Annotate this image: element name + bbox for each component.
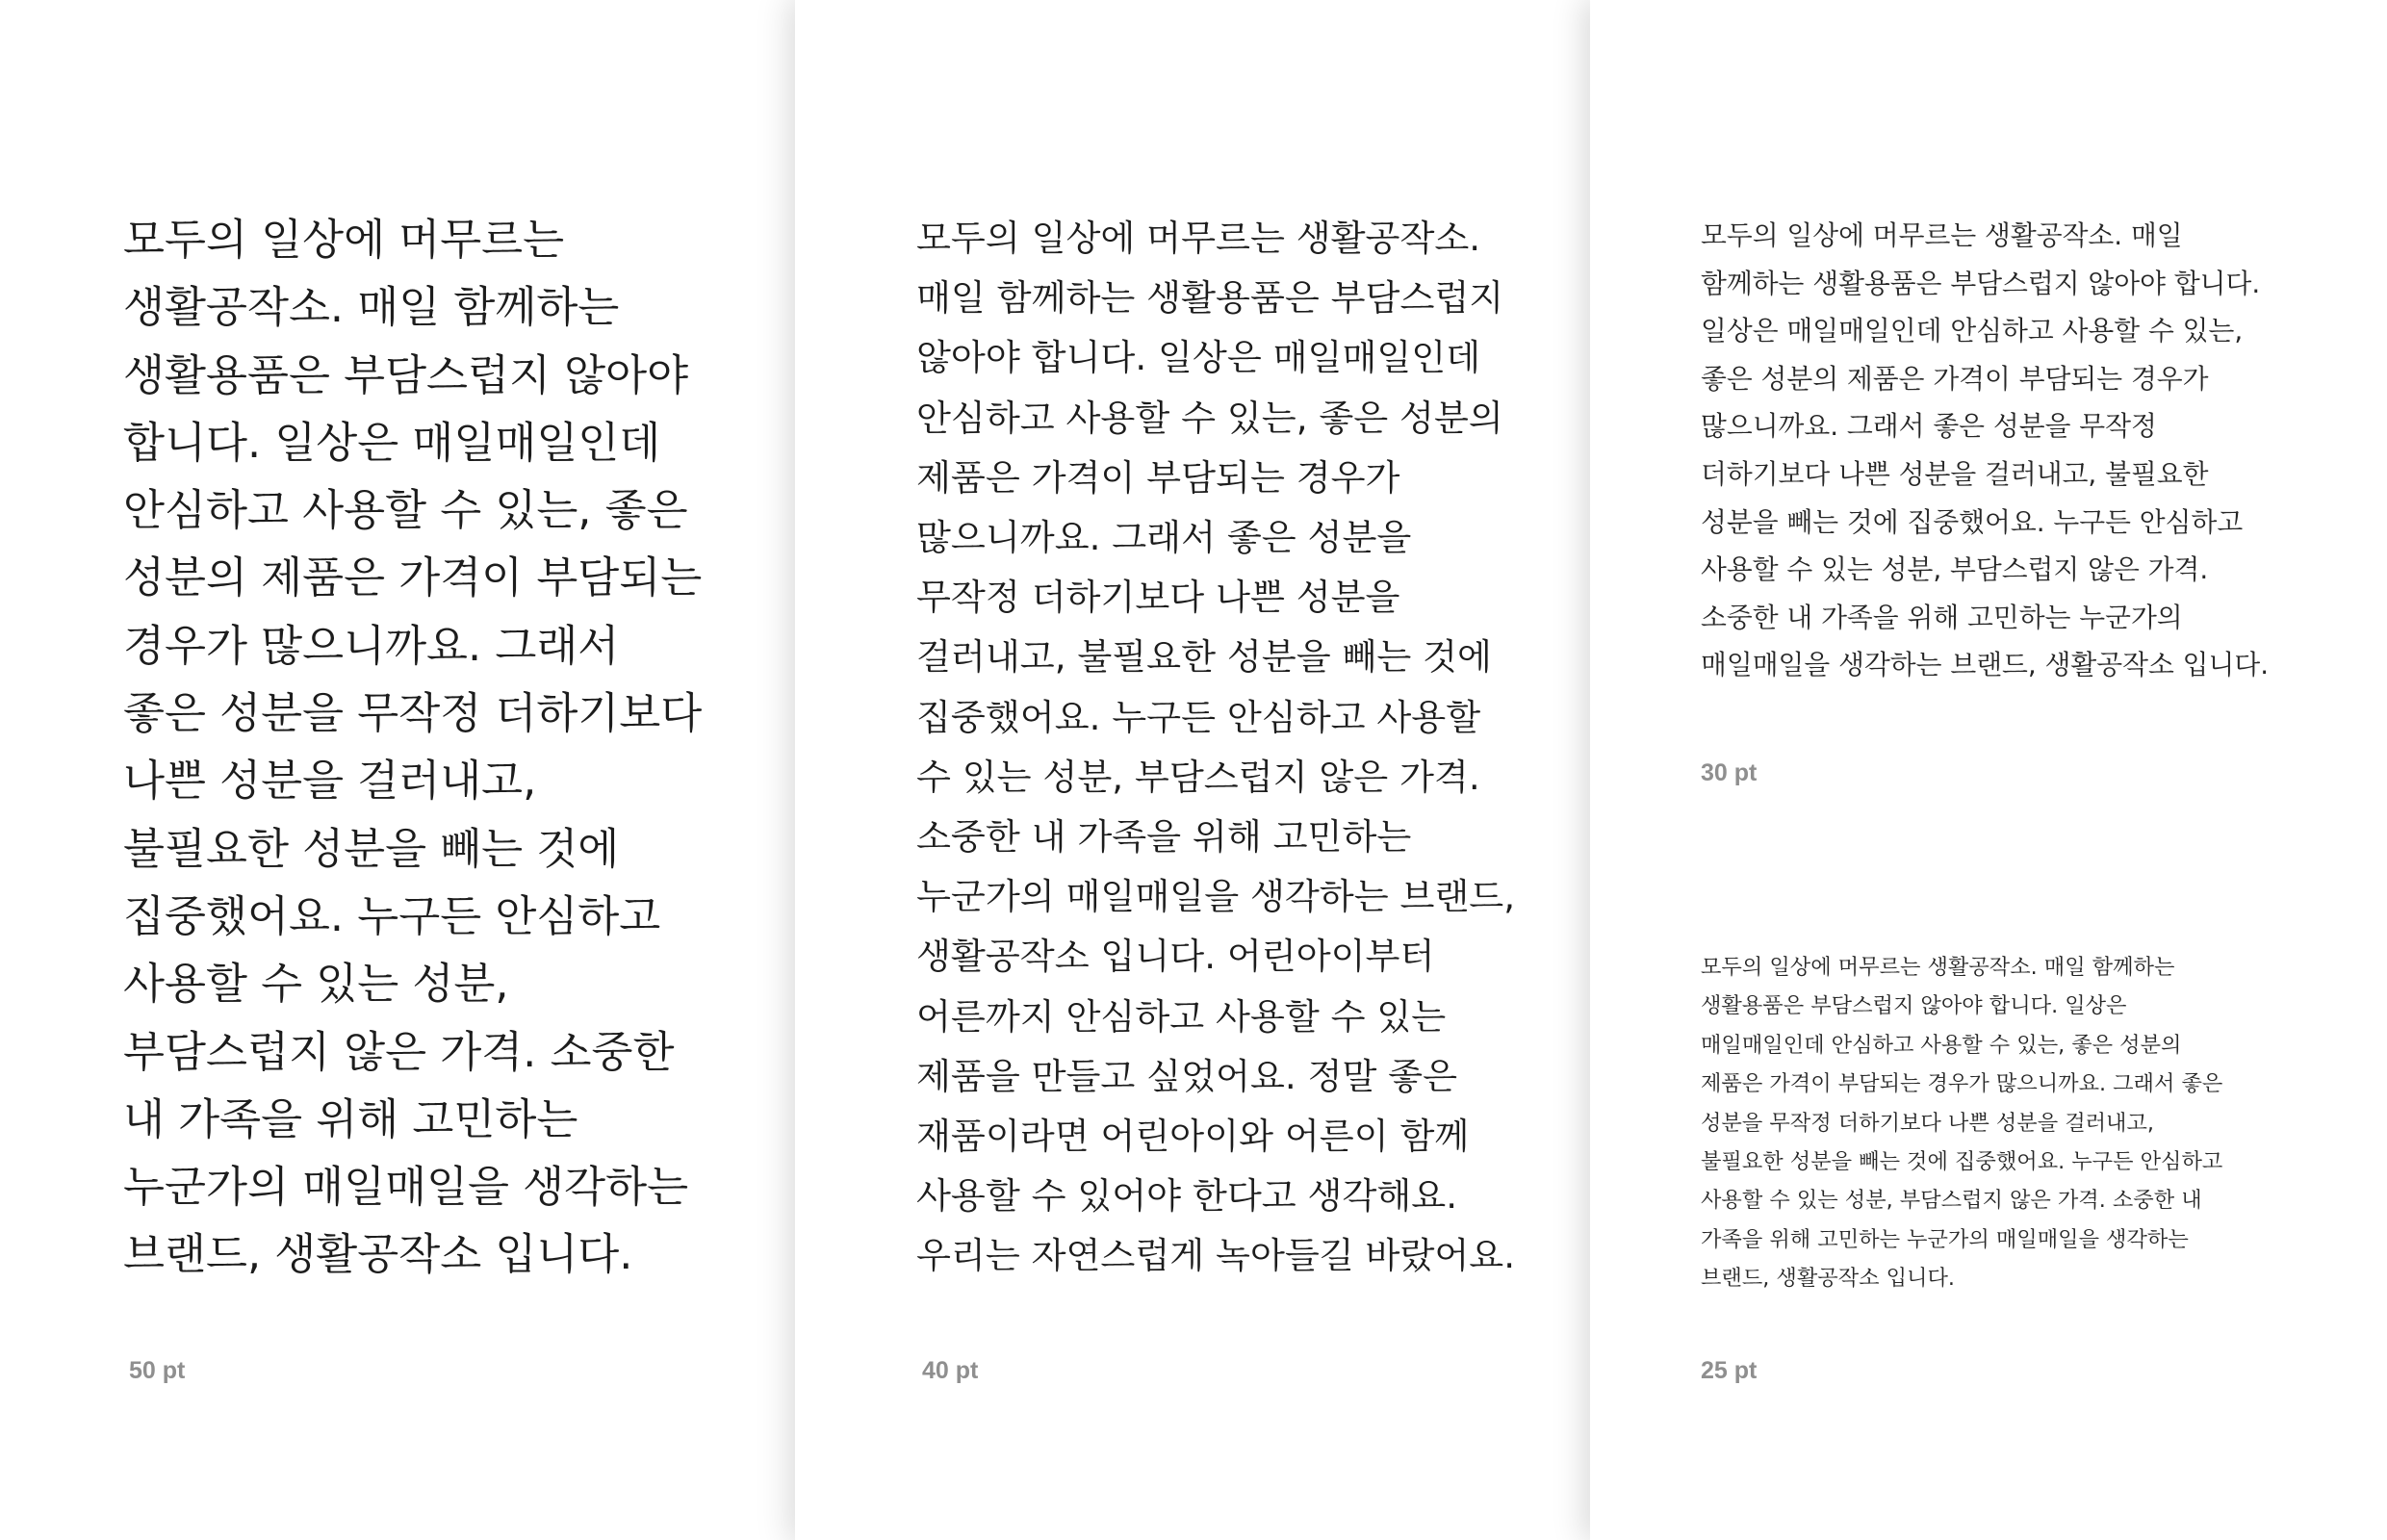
sample-text-25pt: 모두의 일상에 머무르는 생활공작소. 매일 함께하는 생활용품은 부담스럽지 않아야 합니다. 일상은 매일매일인데 안심하고 사용할 수 있는, 좋은 성분의 제품은 가격이 부담되는 경우가 많으니까요. 그래서 좋은 성분을 무작정 더하기보다 나쁜 성분을 걸러내고, 불필요한 성분을 빼는 것에 집중했어요. 누구든 안심하고 사용할 수 있는 성분, 부담스럽지 않은 가격. 소중한 내 가족을 위해 고민하는 누군가의 매일매일을 생각하는 브랜드, 생활공작소 입니다. <box>1701 955 2223 1292</box>
sample-text-40pt: 모두의 일상에 머무르는 생활공작소. 매일 함께하는 생활용품은 부담스럽지 않아야 합니다. 일상은 매일매일인데 안심하고 사용할 수 있는, 좋은 성분의 제품은 가격이 부담되는 경우가 많으니까요. 그래서 좋은 성분을 무작정 더하기보다 나쁜 성분을 걸러내고, 불필요한 성분을 빼는 것에 집중했어요. 누구든 안심하고 사용할 수 있는 성분, 부담스럽지 않은 가격. 소중한 내 가족을 위해 고민하는 누군가의 매일매일을 생각하는 브랜드, 생활공작소 입니다. 어린아이부터 어른까지 안심하고 사용할 수 있는 제품을 만들고 싶었어요. 정말 좋은 재품이라면 어린아이와 어른이 함께 사용할 수 있어야 한다고 생각해요. 우리는 자연스럽게 녹아들길 바랐어요. <box>916 217 1516 1277</box>
size-label-40pt: 40 pt <box>922 1357 979 1384</box>
size-label-30pt: 30 pt <box>1701 759 1758 786</box>
size-label-50pt: 50 pt <box>129 1357 186 1384</box>
sample-text-50pt: 모두의 일상에 머무르는 생활공작소. 매일 함께하는 생활용품은 부담스럽지 않아야 합니다. 일상은 매일매일인데 안심하고 사용할 수 있는, 좋은 성분의 제품은 가격이 부담되는 경우가 많으니까요. 그래서 좋은 성분을 무작정 더하기보다 나쁜 성분을 걸러내고, 불필요한 성분을 빼는 것에 집중했어요. 누구든 안심하고 사용할 수 있는 성분, 부담스럽지 않은 가격. 소중한 내 가족을 위해 고민하는 누군가의 매일매일을 생각하는 브랜드, 생활공작소 입니다. <box>123 216 703 1280</box>
panel-40pt <box>795 0 1590 1540</box>
panel-30pt-25pt <box>1590 0 2387 1540</box>
sample-text-30pt: 모두의 일상에 머무르는 생활공작소. 매일 함께하는 생활용품은 부담스럽지 않아야 합니다. 일상은 매일매일인데 안심하고 사용할 수 있는, 좋은 성분의 제품은 가격이 부담되는 경우가 많으니까요. 그래서 좋은 성분을 무작정 더하기보다 나쁜 성분을 걸러내고, 불필요한 성분을 빼는 것에 집중했어요. 누구든 안심하고 사용할 수 있는 성분, 부담스럽지 않은 가격. 소중한 내 가족을 위해 고민하는 누군가의 매일매일을 생각하는 브랜드, 생활공작소 입니다. <box>1701 219 2270 681</box>
size-label-25pt: 25 pt <box>1701 1357 1758 1384</box>
panel-50pt <box>0 0 795 1540</box>
